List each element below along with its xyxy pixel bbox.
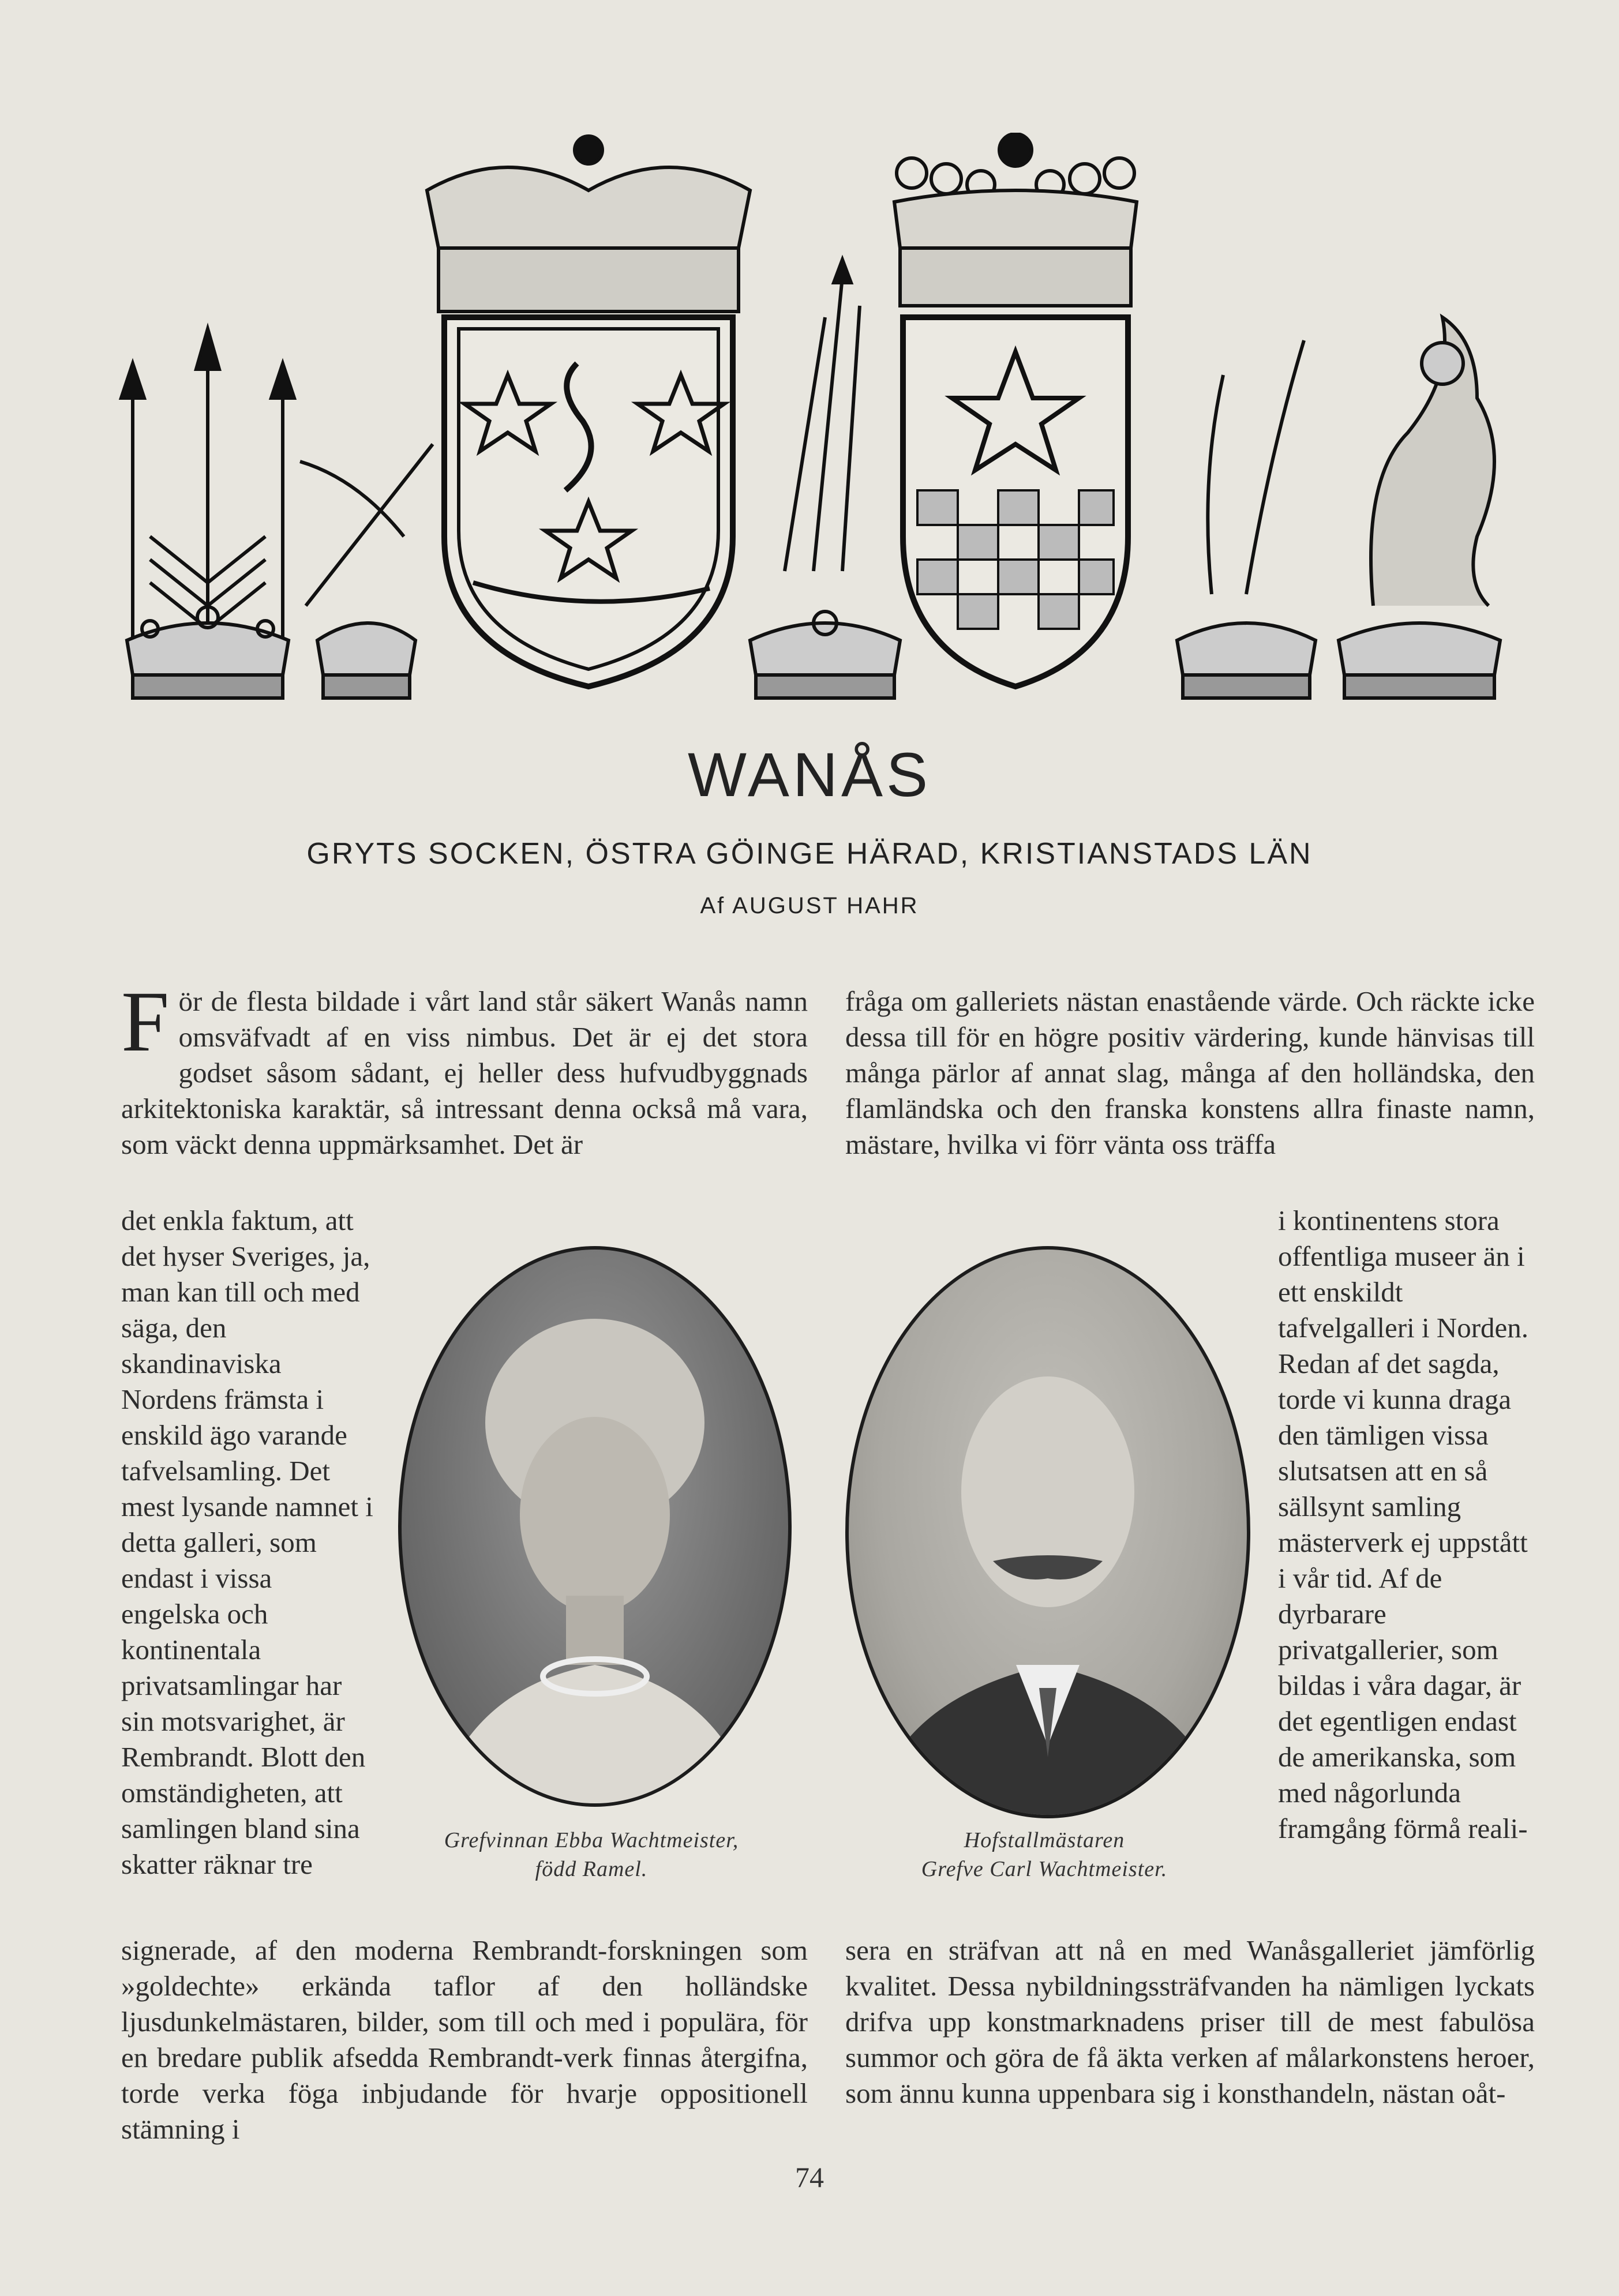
page-number: 74 [795,2161,824,2193]
left-column-bottom [121,1933,808,2152]
paragraph-right-narrow: i kontinentens stora offentliga museer än i ett enskildt tafvelgalleri i Norden. Redan af det sagda, torde vi kunna draga den tämligen vissa slutsatsen att en så sällsynt samling mästerverk ej uppstått i vår tid. Af de dyrbarare privatgallerier, som bildas i våra dagar, är det egentligen endast de amerikanska, som med någorlunda framgång förmå reali- [1278,1205,1529,1844]
article-byline: Af AUGUST HAHR [700,893,919,918]
caption-portrait-2 [845,1826,1243,1884]
right-shield-icon [894,134,1137,686]
caption-1-line-2: född Ramel. [535,1857,648,1881]
caption-2-line-1: Hofstallmästaren [964,1828,1125,1852]
right-column-bottom [845,1933,1535,2152]
right-column-narrow [1278,1203,1535,1930]
portrait-countess [398,1246,792,1807]
article-title: WANÅS [687,740,932,809]
paragraph-left-bottom: signerade, af den moderna Rembrandt-forskningen som »goldechte» erkända taflor af den holländske ljusdunkelmästaren, bilder, som till och med i populära, för en bredare publik afsedda Rembrandt-verk finnas återgifna, torde verka föga inbjudande för hvarje oppositionell stämning i [121,1934,808,2145]
paragraph-left-intro: ör de flesta bildade i vårt land står säkert Wanås namn omsväfvadt af en viss nimbus. Det är ej det stora godset såsom sådant, ej heller dess hufvudbyggnads arkitektoniska karaktär, så intressant denna också må vara, som väckt denna uppmärksamhet. Det är [121,985,808,1160]
left-shield-icon [427,136,750,686]
caption-1-line-1: Grefvinnan Ebba Wachtmeister, [444,1828,739,1852]
portrait-count [845,1246,1250,1818]
left-column-narrow [121,1203,375,1930]
center-crown-icon [750,260,900,698]
paragraph-left-narrow: det enkla faktum, att det hyser Sveriges, ja, man kan till och med säga, den skandinaviska Nordens främsta i enskild ägo varande tafvelsamling. Det mest lysande namnet i detta galleri, som endast i vissa engelska och kontinentala privatsamlingar har sin motsvarighet, är Rembrandt. Blott den omständigheten, att samlingen bland sina skatter räknar tre [121,1205,373,1880]
article-subtitle: GRYTS SOCKEN, ÖSTRA GÖINGE HÄRAD, KRISTIANSTADS LÄN [306,837,1313,871]
right-crown-icon [1177,340,1316,698]
caption-portrait-1 [398,1826,785,1884]
left-column-intro [121,974,808,1203]
woman-portrait-icon [402,1250,788,1803]
right-column-intro [845,984,1535,1203]
arrows-crest-icon [121,329,294,640]
paragraph-right-bottom: sera en sträfvan att nå en med Wanåsgalleriet jämförlig kvalitet. Dessa nybildningssträfvanden ha nämligen lyckats drifva upp konstmarknadens priser till de mest fabulösa summor och göra de få äkta verken af målarkonstens heroer, som ännu kunna uppenbara sig i konsthandeln, nästan oåt- [845,1934,1535,2109]
caption-2-line-2: Grefve Carl Wachtmeister. [921,1857,1168,1881]
man-portrait-icon [849,1250,1247,1815]
paragraph-right-intro: fråga om galleriets nästan enastående värde. Och räckte icke dessa till för en högre positiv värdering, kunde hänvisas till många pärlor af annat slag, många af den holländska, den flamländska och den franska konstens allra finaste namn, mästare, hvilka vi förr vänta oss träffa [845,985,1535,1160]
lion-crest-icon [1339,317,1500,698]
heraldic-banner [115,133,1529,710]
drop-cap: F [121,974,170,1070]
